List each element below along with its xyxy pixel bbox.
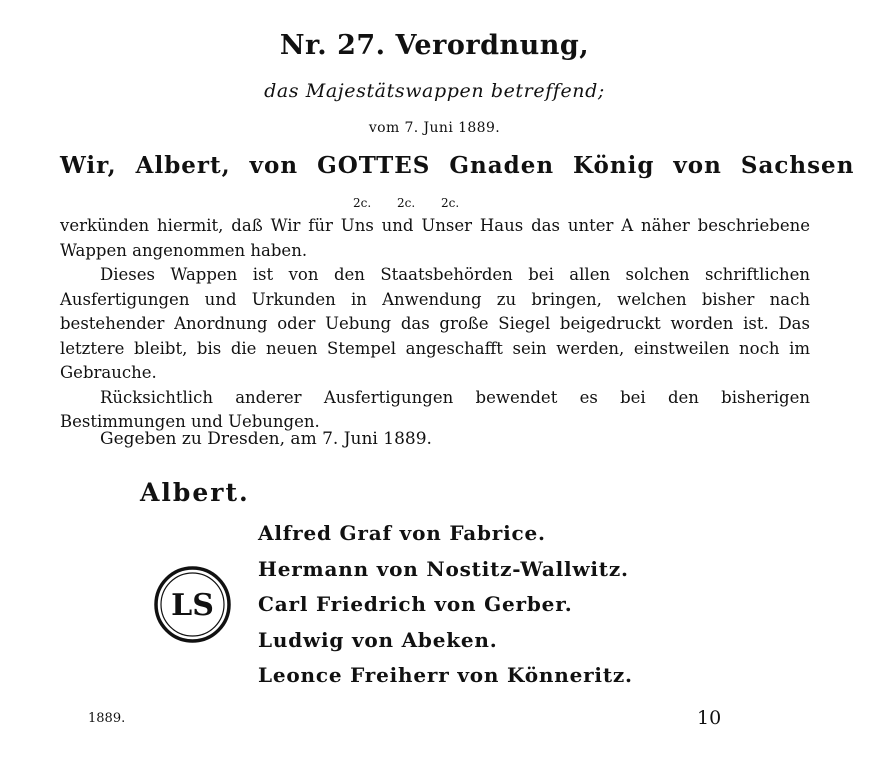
- signatory-name: Leonce Freiherr von Könneritz.: [258, 663, 633, 687]
- paragraph: Dieses Wappen ist von den Staatsbehörden bei allen solchen schriftlichen Ausfertigungen und Urkunden in Anwendung zu bringen, welchen bisher nach bestehender Anordnung oder Uebung das große Siegel beigedruckt worden ist. Das letztere bleibt, bis die neuen Stempel angeschafft sein werden, einstweilen noch im Gebrauche.: [60, 265, 810, 382]
- etcetera-marks: 2c. 2c. 2c.: [353, 196, 460, 210]
- document-subtitle: das Majestätswappen betreffend;: [264, 80, 605, 102]
- footer-year: 1889.: [88, 711, 126, 726]
- document-date: vom 7. Juni 1889.: [368, 120, 501, 136]
- signatory-name: Alfred Graf von Fabrice.: [258, 521, 546, 545]
- paragraph: verkünden hiermit, daß Wir für Uns und Unser Haus das unter A näher beschriebene Wappen angenommen haben.: [60, 216, 810, 260]
- given-at-line: Gegeben zu Dresden, am 7. Juni 1889.: [100, 429, 432, 449]
- paragraph: Rücksichtlich anderer Ausfertigungen bewendet es bei den bisherigen Bestimmungen und Uebungen.: [60, 387, 810, 431]
- royal-preamble: Wir, Albert, von GOTTES Gnaden König von Sachsen: [60, 152, 855, 179]
- document-title: Nr. 27. Verordnung,: [279, 30, 590, 61]
- page-number: 10: [697, 707, 722, 729]
- signatory-name: Ludwig von Abeken.: [258, 627, 498, 652]
- seal-label: LS: [171, 588, 214, 623]
- signatory-name: Hermann von Nostitz-Wallwitz.: [258, 556, 629, 581]
- document-body: [60, 214, 810, 435]
- signatory-name: Carl Friedrich von Gerber.: [258, 592, 573, 616]
- king-signature: Albert.: [140, 478, 250, 507]
- seal-ls-icon: [153, 565, 232, 644]
- minister-signatures: [258, 516, 633, 694]
